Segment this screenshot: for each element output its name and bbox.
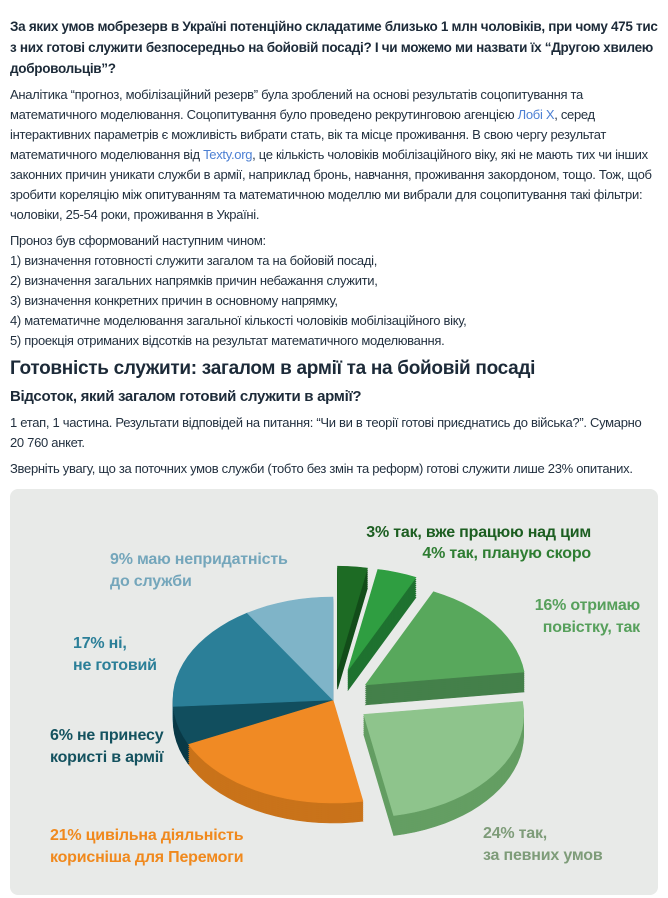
pie-label-line: 3% так, вже працюю над цим: [366, 524, 591, 541]
analytics-text-2: , серед інтерактивних параметрів є можливість вибрати стать, вік та місце проживання. В свою чергу результат математичного моделювання від: [10, 107, 607, 162]
pie-label-line: до служби: [110, 573, 192, 590]
forecast-step-3: 3) визначення конкретних причин в основному напрямку,: [10, 293, 338, 308]
section-heading: Готовність служити: загалом в армії та на бойовій посаді: [10, 358, 536, 379]
paragraph-attention-note: Зверніть увагу, що за поточних умов служби (тобто без змін та реформ) готові служити лише 23% опитаних.: [10, 461, 633, 476]
forecast-step-4: 4) математичне моделювання загальної кількості чоловіків мобілізаційного віку,: [10, 313, 467, 328]
pie-label-6pct: [50, 725, 163, 769]
paragraph-survey-note: 1 етап, 1 частина. Результати відповідей на питання: “Чи ви в теорії готові приєднатись до війська?”. Сумарно 20 760 анкет.: [10, 415, 642, 450]
pie-label-17pct: [73, 633, 157, 677]
pie-label-3pct: [366, 522, 591, 544]
pie-label-line: 16% отримаю: [534, 597, 640, 614]
pie-label-line: не готовий: [73, 657, 157, 674]
pie-label-line: 21% цивільна діяльність: [50, 827, 244, 844]
chart-panel: [10, 489, 658, 895]
pie-label-line: 9% маю непридатність: [110, 551, 288, 568]
paragraph-analytics: [10, 85, 658, 225]
pie-label-4pct: [422, 543, 591, 565]
forecast-step-1: 1) визначення готовності служити загалом та на бойовій посаді,: [10, 253, 378, 268]
pie-label-line: за певних умов: [483, 847, 603, 864]
link-texty-org[interactable]: Texty.org: [203, 147, 253, 162]
forecast-step-5: 5) проекція отриманих відсотків на результат математичного моделювання.: [10, 333, 445, 348]
analytics-text-3: , це кількість чоловіків мобілізаційного віку, які не мають тих чи інших законних причин уникати служби в армії, наприклад бронь, навчання, проживання закордоном, тощо. Тож, щоб зробити кореляцію між опитуванням та математичною моделлю ми вибрали для соцопитування такі фільтри: чоловіки, 25-54 роки, проживання в Україні.: [10, 147, 652, 222]
pie-label-line: 4% так, планую скоро: [422, 545, 591, 562]
pie-label-line: 17% ні,: [73, 635, 127, 652]
pie-label-9pct: [110, 549, 288, 593]
pie-label-line: користі в армії: [50, 749, 164, 766]
pie-label-21pct: [50, 825, 243, 869]
forecast-step-2: 2) визначення загальних напрямків причин небажання служити,: [10, 273, 378, 288]
article-title: За яких умов мобрезерв в Україні потенційно складатиме близько 1 млн чоловіків, при чому 475 тис з них готові служити безпосередньо на бойовій посаді? І чи можемо ми назвати їх “Другою хвилею добровольців”?: [10, 19, 658, 76]
subquestion-heading: Відсоток, який загалом готовий служити в армії?: [10, 388, 362, 405]
analytics-text-1: Аналітика “прогноз, мобілізаційний резерв” була зроблений на основі результатів соцопитування та математичного моделювання. Соцопитування було проведено рекрутинговою агенцією: [10, 87, 583, 122]
pie-label-line: корисніша для Перемоги: [50, 849, 244, 866]
link-lobby-x[interactable]: Лобі X: [517, 107, 555, 122]
forecast-intro: Проноз був сформований наступним чином:: [10, 233, 266, 248]
pie-label-16pct: [535, 595, 640, 639]
pie-label-line: повістку, так: [542, 619, 640, 636]
pie-label-line: 24% так,: [483, 825, 548, 842]
pie-label-line: 6% не принесу: [50, 727, 164, 744]
forecast-block: [10, 231, 658, 351]
pie-label-24pct: [483, 823, 602, 867]
